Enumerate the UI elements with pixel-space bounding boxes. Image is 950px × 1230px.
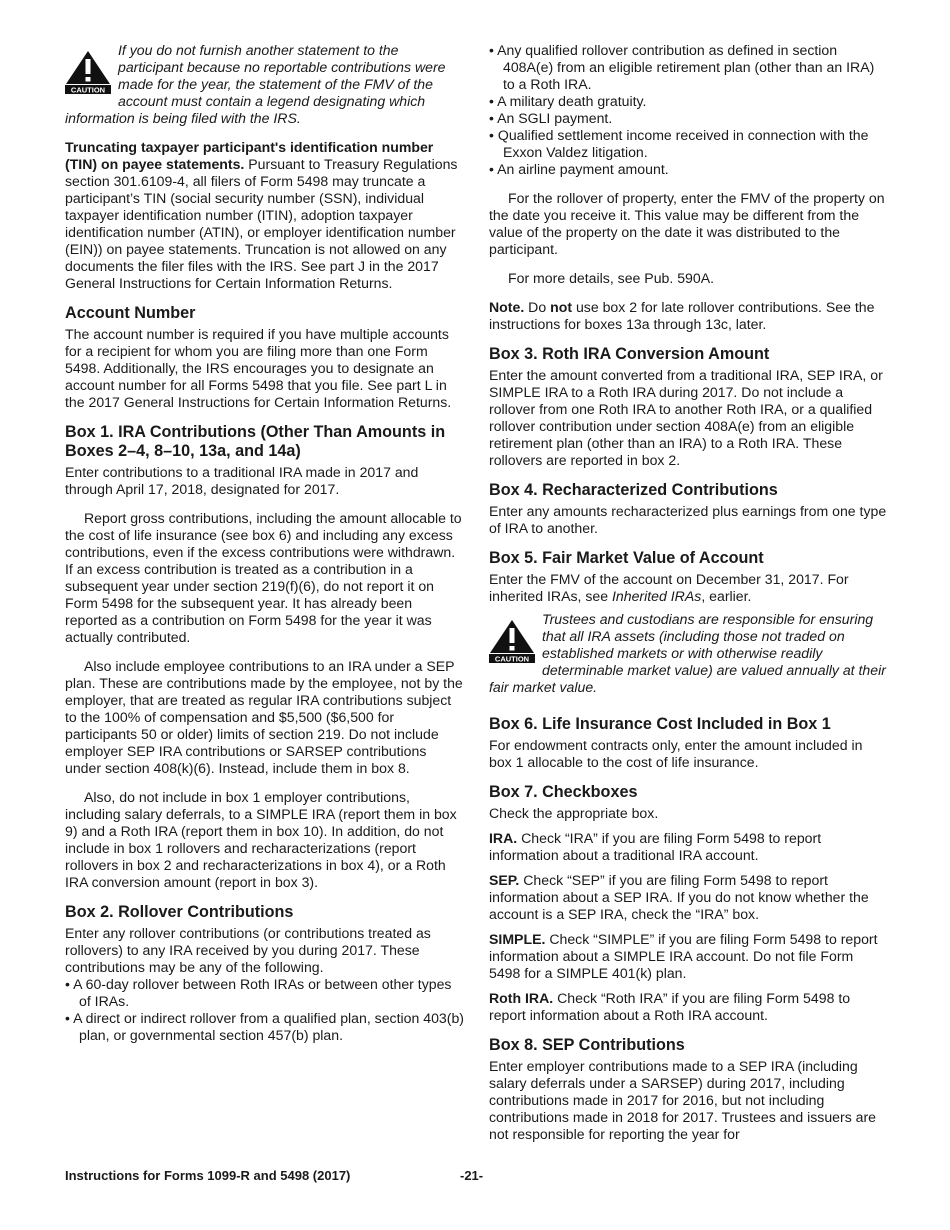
box1-p1: Enter contributions to a traditional IRA made in 2017 and through April 17, 2018, designated for 2017.	[65, 464, 419, 497]
page-footer	[65, 1168, 887, 1183]
box5-body: Enter the FMV of the account on December 31, 2017. For inherited IRAs, see Inherited IRAs, earlier.	[489, 571, 849, 604]
box1-p3: Also include employee contributions to an IRA under a SEP plan. These are contributions made by the employee, not by the employer, that are treated as regular IRA contributions subject to the 100% of compensation and $5,500 ($6,500 for participants 50 or older) limits of section 219. Do not include employer SEP IRA contributions or SARSEP contributions under section 408(k)(6). Instead, include them in box 8.	[65, 658, 463, 776]
truncating-body: Pursuant to Treasury Regulations section 301.6109-4, all filers of Form 5498 may truncate a participant’s TIN (social security number (SSN), individual taxpayer identification number (ITIN), adoption taxpayer identification number (ATIN), or employer identification number (EIN)) on payee statements. Truncation is not allowed on any documents the filer files with the IRS. See part J in the 2017 General Instructions for Certain Information Returns.	[65, 156, 458, 291]
caution-icon	[489, 619, 535, 663]
account-number-heading: Account Number	[65, 304, 196, 322]
svg-text:CAUTION: CAUTION	[70, 85, 106, 94]
caution-note-left	[65, 42, 465, 127]
account-number-body: The account number is required if you have multiple accounts for a recipient for whom you are filing more than one Form 5498. Additionally, the IRS encourages you to designate an account number for all Forms 5498 that you file. See part L in the 2017 General Instructions for Certain Information Returns.	[65, 326, 452, 410]
box5-heading: Box 5. Fair Market Value of Account	[489, 549, 764, 567]
bullet-item: • Any qualified rollover contribution as defined in section 408A(e) from an eligible retirement plan (other than an IRA) to a Roth IRA.	[489, 42, 875, 92]
bullet-item: • An airline payment amount.	[489, 161, 669, 177]
box6-heading: Box 6. Life Insurance Cost Included in Box 1	[489, 715, 831, 733]
box8-body: Enter employer contributions made to a SEP IRA (including salary deferrals under a SARSEP) during 2017, including contributions made in 2017 for 2016, but not including contributions made in 2018 for 2017. Trustees and issuers are not responsible for reporting the year for	[489, 1058, 877, 1142]
truncating-heading: Truncating taxpayer participant's identification number (TIN) on payee statements.	[65, 139, 434, 172]
caution-icon	[65, 50, 111, 94]
right-column	[489, 42, 887, 1143]
footer-title: Instructions for Forms 1099-R and 5498 (2017)	[65, 1168, 351, 1183]
caution-text: If you do not furnish another statement to the participant because no reportable contributions were made for the year, the statement of the FMV of the account must contain a legend designating which information is being filed with the IRS.	[65, 42, 446, 126]
box3-heading: Box 3. Roth IRA Conversion Amount	[489, 345, 770, 363]
box2-p1: Enter any rollover contributions (or contributions treated as rollovers) to any IRA received by you during 2017. These contributions may be any of the following.	[65, 925, 431, 975]
bullet-item: • A direct or indirect rollover from a qualified plan, section 403(b) plan, or governmental section 457(b) plan.	[65, 1010, 464, 1043]
box1-p2: Report gross contributions, including the amount allocable to the cost of life insurance (see box 6) and including any excess contributions, even if the excess contributions were withdrawn. If an excess contribution is treated as a contribution in a subsequent year under section 219(f)(6), do not report it on Form 5498 for the subsequent year. It has already been reported as a contribution on Form 5498 for the year it was actually contributed.	[65, 510, 462, 645]
box1-p4: Also, do not include in box 1 employer contributions, including salary deferrals, to a SIMPLE IRA (report them in box 9) and a Roth IRA (report them in box 10). In addition, do not include in box 1 rollovers and recharacterizations (report rollovers in box 2 and recharacterizations in box 4), or a Roth IRA conversion amount (report in box 3).	[65, 789, 457, 890]
svg-text:CAUTION: CAUTION	[494, 654, 530, 663]
left-column	[65, 42, 465, 1044]
box8-heading: Box 8. SEP Contributions	[489, 1036, 685, 1054]
box7-sep: SEP. Check “SEP” if you are filing Form 5498 to report information about a SEP IRA. If you do not know whether the account is a SEP IRA, check the “IRA” box.	[489, 872, 869, 922]
box7-heading: Box 7. Checkboxes	[489, 783, 638, 801]
bullet-item: • An SGLI payment.	[489, 110, 613, 126]
box4-body: Enter any amounts recharacterized plus earnings from one type of IRA to another.	[489, 503, 887, 536]
box7-roth: Roth IRA. Check “Roth IRA” if you are filing Form 5498 to report information about a Roth IRA account.	[489, 990, 851, 1023]
property-paragraph: For the rollover of property, enter the FMV of the property on the date you receive it. This value may be different from the value of the property on the date it was distributed to the participant.	[489, 190, 885, 257]
truncating-section	[65, 139, 465, 292]
box6-body: For endowment contracts only, enter the amount included in box 1 allocable to the cost of life insurance.	[489, 737, 863, 770]
details-paragraph: For more details, see Pub. 590A.	[508, 270, 715, 286]
box2-heading: Box 2. Rollover Contributions	[65, 903, 294, 921]
caution-note-right	[489, 611, 887, 696]
box1-heading: Box 1. IRA Contributions (Other Than Amounts in Boxes 2–4, 8–10, 13a, and 14a)	[65, 423, 446, 460]
box7-ira: IRA. Check “IRA” if you are filing Form 5498 to report information about a traditional IRA account.	[489, 830, 822, 863]
bullet-item: • A 60-day rollover between Roth IRAs or between other types of IRAs.	[65, 976, 452, 1009]
caution-text: Trustees and custodians are responsible for ensuring that all IRA assets (including those not traded on established markets or with otherwise readily determinable market value) are valued annually at their fair market value.	[489, 611, 886, 695]
box7-intro: Check the appropriate box.	[489, 805, 659, 821]
box7-simple: SIMPLE. Check “SIMPLE” if you are filing Form 5498 to report information about a SIMPLE IRA account. Do not file Form 5498 for a SIMPLE 401(k) plan.	[489, 931, 878, 981]
note-paragraph: Note. Do not use box 2 for late rollover contributions. See the instructions for boxes 13a through 13c, later.	[489, 299, 875, 332]
page-number: -21-	[460, 1168, 484, 1183]
bullet-item: • Qualified settlement income received in connection with the Exxon Valdez litigation.	[489, 127, 869, 160]
box3-body: Enter the amount converted from a traditional IRA, SEP IRA, or SIMPLE IRA to a Roth IRA during 2017. Do not include a rollover from one Roth IRA to another Roth IRA, or a qualified rollover contribution under section 408A(e) from an eligible retirement plan (other than an IRA) to a Roth IRA. These rollovers are reported in box 2.	[489, 367, 883, 468]
box4-heading: Box 4. Recharacterized Contributions	[489, 481, 778, 499]
bullet-item: • A military death gratuity.	[489, 93, 647, 109]
